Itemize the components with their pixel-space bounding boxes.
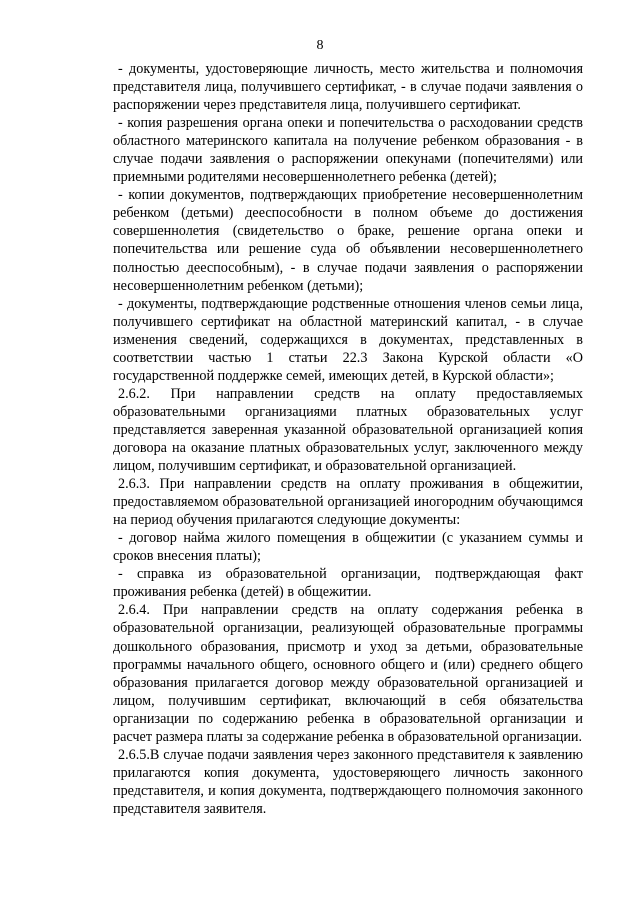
paragraph-2-6-4: 2.6.4. При направлении средств на оплату содержания ребенка в образовательной организации, реализующей образовательные программы дошкольного образования, присмотр и уход за детьми, образовательные программы начального общего, основного общего и (или) среднего общего образования прилагается договор между образовательной организацией и лицом, получившим сертификат, включающий в себя обязательства организации по содержанию ребенка в образовательной организации и расчет размера платы за содержание ребенка в образовательной организации. [113,602,583,745]
paragraph-dormitory-certificate: - справка из образовательной организации, подтверждающая факт проживания ребенка (детей) в общежитии. [113,566,583,601]
paragraph-kinship-documents: - документы, подтверждающие родственные отношения членов семьи лица, получившего сертификат на областной материнский капитал, - в случае изменения сведений, содержащихся в документах, представленных в соответствии частью 1 статьи 22.3 Закона Курской области «О государственной поддержке семей, имеющих детей, в Курской области»; [113,295,583,384]
paragraph-legal-capacity-documents: - копии документов, подтверждающих приобретение несовершеннолетним ребенком (детьми) дееспособности в полном объеме до достижения совершеннолетия (свидетельство о браке, решение органа опеки и попечительства или решение суда об объявлении несовершеннолетнего полностью дееспособным), - в случае подачи заявления о распоряжении несовершеннолетним ребенком (детьми); [113,187,583,294]
paragraph-representative-documents: - документы, удостоверяющие личность, место жительства и полномочия представителя лица, получившего сертификат, - в случае подачи заявления о распоряжении через представителя лица, получившего сертификат. [113,61,583,114]
paragraph-2-6-5: 2.6.5.В случае подачи заявления через законного представителя к заявлению прилагаются копия документа, удостоверяющего личность законного представителя, и копия документа, подтверждающего полномочия законного представителя заявителя. [113,746,583,817]
paragraph-2-6-3: 2.6.3. При направлении средств на оплату проживания в общежитии, предоставляемом образовательной организацией иногородним обучающимся на период обучения прилагаются следующие документы: [113,476,583,529]
document-body [113,60,583,818]
paragraph-dormitory-contract: - договор найма жилого помещения в общежитии (с указанием суммы и сроков внесения платы); [113,530,583,565]
page-number: 8 [316,38,324,53]
paragraph-guardianship-permission: - копия разрешения органа опеки и попечительства о расходовании средств областного материнского капитала на получение ребенком образования - в случае подачи заявления о распоряжении опекунами (попечителями) или приемными родителями несовершеннолетнего ребенка (детей); [113,115,583,186]
paragraph-2-6-2: 2.6.2. При направлении средств на оплату предоставляемых образовательными организациями платных образовательных услуг представляется заверенная указанной образовательной организацией копия договора на оказание платных образовательных услуг, заключенного между лицом, получившим сертификат, и образовательной организацией. [113,385,583,475]
